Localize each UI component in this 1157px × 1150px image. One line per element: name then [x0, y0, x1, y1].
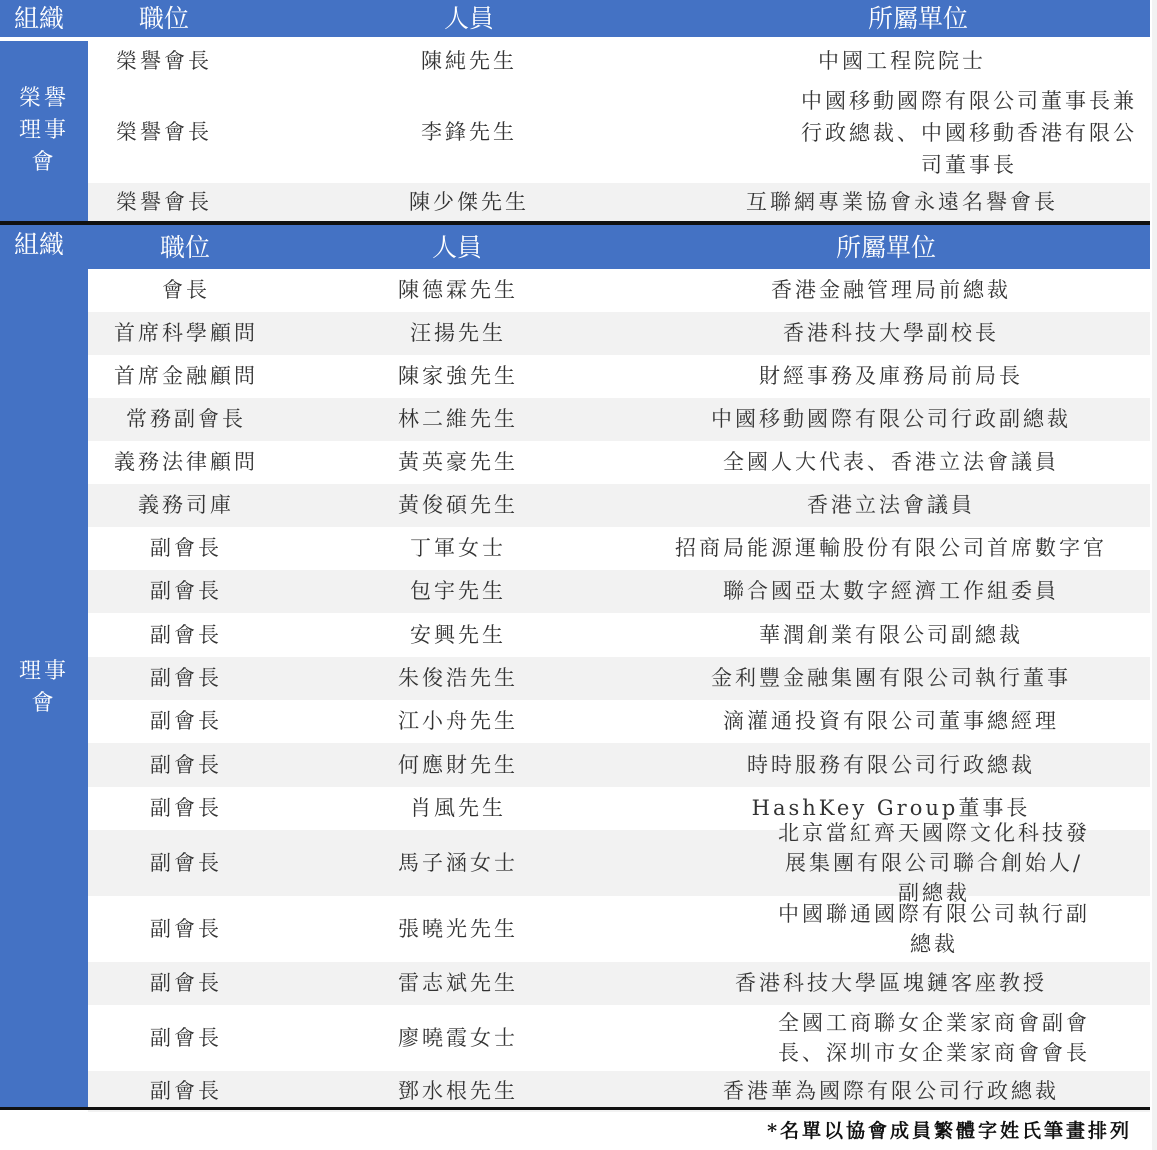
table-row	[88, 183, 1150, 221]
affiliation-cell: 財經事務及庫務局前局長	[759, 364, 1023, 388]
table-row	[88, 41, 1150, 82]
position-cell: 首席科學顧問	[114, 321, 258, 345]
table-row	[88, 355, 1150, 398]
person-cell: 張曉光先生	[398, 916, 518, 941]
affiliation-cell: 香港華為國際有限公司行政總裁	[723, 1079, 1059, 1103]
affiliation-cell: 香港科技大學區塊鏈客座教授	[735, 971, 1047, 995]
position-cell: 副會長	[150, 850, 222, 875]
affiliation-cell: 招商局能源運輸股份有限公司首席數字官	[675, 536, 1107, 560]
affiliation-cell: 香港金融管理局前總裁	[771, 278, 1011, 302]
person-cell: 鄧水根先生	[398, 1079, 518, 1103]
affiliation-cell: 華潤創業有限公司副總裁	[759, 622, 1023, 647]
affiliation-cell: 時時服務有限公司行政總裁	[747, 752, 1035, 777]
table-row	[88, 82, 1150, 183]
table-row	[88, 570, 1150, 613]
table-row	[88, 962, 1150, 1005]
position-cell: 副會長	[150, 796, 222, 820]
person-cell: 林二維先生	[398, 407, 518, 431]
position-cell: 榮譽會長	[116, 120, 212, 144]
table-row	[88, 484, 1150, 527]
person-cell: 陳德霖先生	[398, 278, 518, 302]
honorary-table-header	[0, 0, 1150, 37]
person-cell: 江小舟先生	[398, 709, 518, 733]
position-cell: 義務司庫	[138, 493, 234, 517]
affiliation-cell: 聯合國亞太數字經濟工作組委員	[723, 579, 1059, 603]
affiliation-cell: 互聯網專業協會永遠名譽會長	[746, 189, 1058, 214]
table-row	[88, 657, 1150, 700]
table-row	[88, 441, 1150, 484]
table-row	[88, 743, 1150, 787]
person-cell: 肖風先生	[410, 796, 506, 820]
person-cell: 黃俊碩先生	[398, 493, 518, 517]
affiliation-cell: HashKey Group董事長	[751, 796, 1031, 820]
honorary-org-cell	[0, 41, 88, 221]
person-cell: 黃英豪先生	[398, 450, 518, 474]
council-table-header	[0, 225, 1150, 269]
table-row	[88, 700, 1150, 743]
table-row	[88, 896, 1150, 962]
affiliation-cell: 香港科技大學副校長	[783, 321, 999, 345]
header-person: 人員	[444, 4, 495, 33]
person-cell: 雷志斌先生	[398, 971, 518, 995]
affiliation-cell: 金利豐金融集團有限公司執行董事	[711, 666, 1071, 690]
position-cell: 副會長	[150, 1025, 222, 1050]
affiliation-cell: 中國移動國際有限公司行政副總裁	[711, 407, 1071, 431]
position-cell: 榮譽會長	[116, 49, 212, 73]
table-row	[88, 398, 1150, 441]
header-position: 職位	[139, 4, 190, 33]
affiliation-cell: 全國工商聯女企業家商會副會長、深圳市女企業家商會會長	[778, 1011, 1090, 1065]
table-row	[88, 269, 1150, 312]
position-cell: 副會長	[150, 579, 222, 603]
affiliation-cell: 中國工程院院士	[818, 49, 986, 73]
person-cell: 丁軍女士	[410, 536, 506, 560]
position-cell: 副會長	[150, 752, 222, 777]
header-person: 人員	[432, 233, 483, 262]
person-cell: 安興先生	[410, 622, 506, 647]
person-cell: 包宇先生	[410, 579, 506, 603]
person-cell: 汪揚先生	[410, 321, 506, 345]
council-org-label: 理事會	[18, 659, 69, 716]
position-cell: 榮譽會長	[116, 189, 212, 214]
table-row	[88, 312, 1150, 355]
position-cell: 副會長	[150, 916, 222, 941]
header-org: 組織	[14, 4, 65, 33]
person-cell: 李鋒先生	[421, 120, 517, 144]
position-cell: 首席金融顧問	[114, 364, 258, 388]
table-row	[88, 527, 1150, 570]
person-cell: 廖曉霞女士	[398, 1025, 518, 1050]
position-cell: 副會長	[150, 666, 222, 690]
table-bottom-border	[0, 1107, 1150, 1110]
person-cell: 朱俊浩先生	[398, 666, 518, 690]
footnote: *名單以協會成員繁體字姓氏筆畫排列	[767, 1120, 1132, 1142]
position-cell: 會長	[162, 278, 210, 302]
affiliation-cell: 中國移動國際有限公司董事長兼行政總裁、中國移動香港有限公司董事長	[801, 88, 1137, 177]
table-row	[88, 613, 1150, 657]
affiliation-cell: 中國聯通國際有限公司執行副總裁	[778, 902, 1090, 956]
position-cell: 常務副會長	[126, 407, 246, 431]
position-cell: 副會長	[150, 622, 222, 647]
affiliation-cell: 香港立法會議員	[807, 493, 975, 517]
table-row	[88, 1071, 1150, 1112]
person-cell: 陳純先生	[421, 49, 517, 73]
person-cell: 陳家強先生	[398, 364, 518, 388]
affiliation-cell: 北京當紅齊天國際文化科技發展集團有限公司聯合創始人/副總裁	[778, 821, 1090, 905]
position-cell: 副會長	[150, 971, 222, 995]
header-position: 職位	[160, 233, 211, 262]
position-cell: 副會長	[150, 536, 222, 560]
affiliation-cell: 全國人大代表、香港立法會議員	[723, 450, 1059, 474]
table-row	[88, 821, 1150, 905]
header-affiliation: 所屬單位	[836, 233, 937, 262]
header-org: 組織	[14, 230, 65, 259]
council-org-cell	[0, 269, 88, 1107]
position-cell: 副會長	[150, 1079, 222, 1103]
table-row	[88, 1005, 1150, 1071]
position-cell: 義務法律顧問	[114, 450, 258, 474]
affiliation-cell: 滴灌通投資有限公司董事總經理	[723, 709, 1059, 733]
header-affiliation: 所屬單位	[868, 4, 969, 33]
person-cell: 馬子涵女士	[398, 850, 518, 875]
person-cell: 陳少傑先生	[409, 189, 529, 214]
position-cell: 副會長	[150, 709, 222, 733]
person-cell: 何應財先生	[398, 752, 518, 777]
honorary-org-label: 榮譽理事會	[18, 86, 69, 175]
